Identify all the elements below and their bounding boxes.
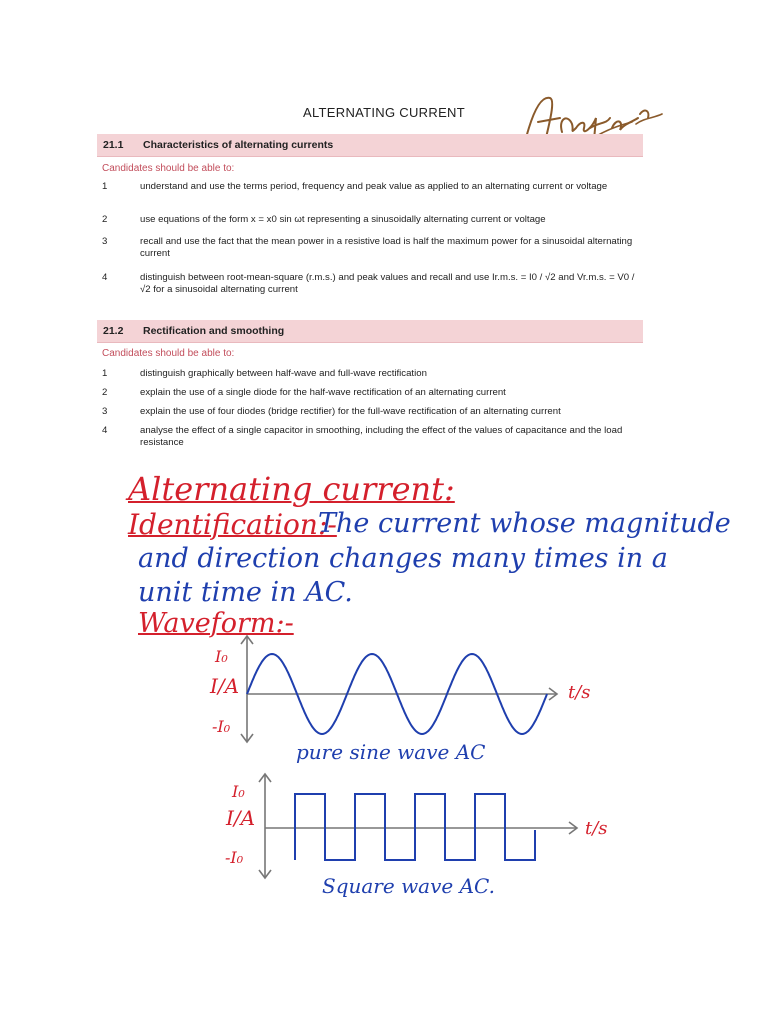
- item-number: 1: [102, 181, 108, 192]
- section-header-21-1: [97, 134, 643, 157]
- item-text: analyse the effect of a single capacitor in smoothing, including the effect of the values of capacitance and the load resistance: [140, 425, 623, 448]
- square-y-top-label: I₀: [232, 782, 245, 801]
- sine-caption: pure sine wave AC: [296, 740, 486, 764]
- candidates-label: Candidates should be able to:: [102, 348, 235, 359]
- sine-y-top-label: I₀: [215, 647, 228, 666]
- square-y-bottom-label: -I₀: [225, 848, 244, 867]
- item-number: 2: [102, 214, 108, 225]
- square-caption: Square wave AC.: [322, 874, 495, 898]
- item-number: 1: [102, 368, 108, 379]
- square-x-label: t/s: [585, 818, 608, 839]
- square-y-label: I/A: [226, 806, 256, 830]
- sine-y-bottom-label: -I₀: [212, 717, 231, 736]
- item-number: 3: [102, 236, 108, 247]
- identification-text-3: unit time in AC.: [138, 577, 353, 608]
- item-text: distinguish between root-mean-square (r.m.s.) and peak values and recall and use Ir.m.s. = I0 / √2 and Vr.m.s. = V0 / √2 for a sinusoidal alternating current: [140, 272, 635, 295]
- identification-text-1: The current whose magnitude: [318, 508, 731, 539]
- identification-text-2: and direction changes many times in a: [138, 543, 668, 574]
- candidates-label: Candidates should be able to:: [102, 163, 235, 174]
- notes-heading: Alternating current:: [128, 470, 455, 508]
- item-number: 4: [102, 272, 108, 283]
- square-curve: [295, 794, 535, 860]
- item-number: 4: [102, 425, 108, 436]
- item-text: explain the use of a single diode for the half-wave rectification of an alternating current: [140, 387, 506, 398]
- item-number: 3: [102, 406, 108, 417]
- document-title: ALTERNATING CURRENT: [303, 105, 465, 120]
- identification-label: Identification:-: [128, 508, 337, 541]
- waveform-label: Waveform:-: [138, 608, 294, 639]
- item-text: distinguish graphically between half-wave and full-wave rectification: [140, 368, 427, 379]
- item-number: 2: [102, 387, 108, 398]
- item-text: recall and use the fact that the mean power in a resistive load is half the maximum power for a sinusoidal alternating current: [140, 236, 633, 259]
- section-header-21-2: [97, 320, 643, 343]
- sine-wave-diagram: [195, 632, 615, 747]
- sine-x-label: t/s: [568, 682, 591, 703]
- section-number: 21.2: [103, 325, 124, 337]
- item-text: explain the use of four diodes (bridge rectifier) for the full-wave rectification of an alternating current: [140, 406, 561, 417]
- sine-y-label: I/A: [210, 674, 240, 698]
- section-number: 21.1: [103, 139, 124, 151]
- square-wave-diagram: [215, 770, 615, 882]
- section-heading: Characteristics of alternating currents: [143, 139, 334, 151]
- item-text: use equations of the form x = x0 sin ωt representing a sinusoidally alternating current or voltage: [140, 214, 546, 225]
- item-text: understand and use the terms period, frequency and peak value as applied to an alternating current or voltage: [140, 181, 608, 192]
- section-heading: Rectification and smoothing: [143, 325, 285, 337]
